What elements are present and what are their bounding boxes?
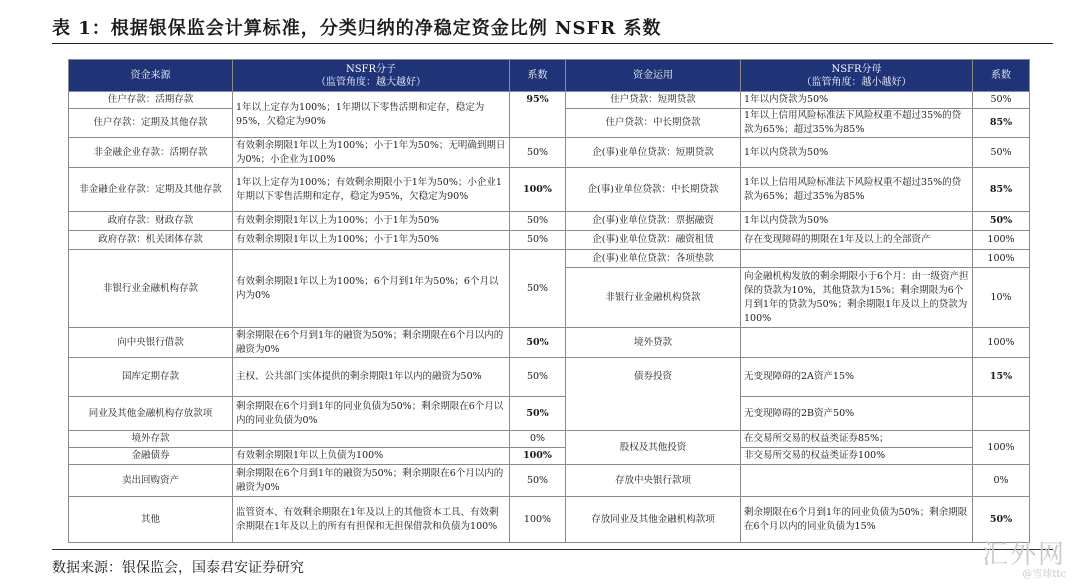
- title-divider: [52, 43, 1053, 44]
- table-row: [69, 231, 1030, 250]
- denominator-rule-cell: 在交易所交易的权益类证券85%；: [741, 431, 973, 448]
- funding-source-cell: 金融债券: [69, 448, 233, 465]
- table-row: [69, 431, 1030, 448]
- source-divider: [52, 549, 1053, 550]
- coef-right-cell: 0%: [973, 465, 1030, 497]
- header-funding-source: 资金来源: [69, 60, 233, 92]
- table-row: [69, 250, 1030, 268]
- denominator-rule-cell: 向金融机构发放的剩余期限小于6个月：由一级资产担保的贷款为10%，其他贷款为15%；剩余期限为6个月到1年的贷款为50%；剩余期限1年及以上的贷款为100%: [741, 268, 973, 328]
- header-funding-use: 资金运用: [566, 60, 741, 92]
- numerator-rule-cell: 有效剩余期限1年以上负债为100%: [233, 448, 510, 465]
- denominator-rule-cell: [741, 465, 973, 497]
- denominator-rule-cell: [741, 250, 973, 268]
- funding-use-cell: 境外贷款: [566, 328, 741, 358]
- coef-right-cell: 100%: [973, 250, 1030, 268]
- denominator-rule-cell: 剩余期限在6个月到1年的同业负债为50%；剩余期限在6个月以内的同业负债为15%: [741, 497, 973, 543]
- header-nsfr-denominator: [741, 60, 973, 92]
- coef-left-cell: 50%: [510, 358, 566, 397]
- coef-right-cell: 15%: [973, 358, 1030, 397]
- funding-use-cell: 企(事)业单位贷款：短期贷款: [566, 138, 741, 168]
- denominator-rule-cell: 1年以上信用风险标准法下风险权重不超过35%的贷款为65%；超过35%为85%: [741, 109, 973, 138]
- coef-left-cell: 50%: [510, 138, 566, 168]
- numerator-rule-cell: 有效剩余期限1年以上为100%；6个月到1年为50%；6个月以内为0%: [233, 250, 510, 328]
- coef-left-cell: 50%: [510, 250, 566, 328]
- funding-use-cell: 住户贷款：中长期贷款: [566, 109, 741, 138]
- header-denominator-note: （监管角度：越小越好）: [801, 76, 912, 88]
- coef-left-cell: 100%: [510, 168, 566, 212]
- denominator-rule-cell: 无变现障碍的2B资产50%: [741, 397, 973, 431]
- numerator-rule-cell: 主权、公共部门实体提供的剩余期限1年以内的融资为50%: [233, 358, 510, 397]
- coef-right-cell: 50%: [973, 138, 1030, 168]
- denominator-rule-cell: 1年以内贷款为50%: [741, 138, 973, 168]
- numerator-rule-cell: 监管资本、有效剩余期限在1年及以上的其他资本工具、有效剩余期限在1年及以上的所有有担保和无担保借款和负债为100%: [233, 497, 510, 543]
- funding-use-cell: 住户贷款：短期贷款: [566, 92, 741, 109]
- numerator-rule-cell: 剩余期限在6个月到1年的同业负债为50%；剩余期限在6个月以内的同业负债为0%: [233, 397, 510, 431]
- funding-source-cell: 非金融企业存款：定期及其他存款: [69, 168, 233, 212]
- watermark-text: 汇外网: [981, 540, 1066, 570]
- numerator-rule-cell: 剩余期限在6个月到1年的融资为50%；剩余期限在6个月以内的融资为0%: [233, 465, 510, 497]
- funding-use-cell: 存放同业及其他金融机构款项: [566, 497, 741, 543]
- funding-use-cell: 企(事)业单位贷款：中长期贷款: [566, 168, 741, 212]
- table-row: [69, 358, 1030, 397]
- funding-source-cell: 境外存款: [69, 431, 233, 448]
- coef-right-cell: 100%: [973, 431, 1030, 465]
- funding-use-cell: 股权及其他投资: [566, 431, 741, 465]
- document-title: 表 1：根据银保监会计算标准，分类归纳的净稳定资金比例 NSFR 系数: [52, 18, 662, 39]
- coef-left-cell: 50%: [510, 328, 566, 358]
- table-row: [69, 328, 1030, 358]
- denominator-rule-cell: [741, 328, 973, 358]
- funding-source-cell: 政府存款：财政存款: [69, 212, 233, 231]
- coef-right-cell: 100%: [973, 328, 1030, 358]
- denominator-rule-cell: 1年以内贷款为50%: [741, 92, 973, 109]
- denominator-rule-cell: 1年以上信用风险标准法下风险权重不超过35%的贷款为65%；超过35%为85%: [741, 168, 973, 212]
- funding-source-cell: 非金融企业存款：活期存款: [69, 138, 233, 168]
- funding-use-cell: 企(事)业单位贷款：融资租赁: [566, 231, 741, 250]
- header-coef-right: 系数: [973, 60, 1030, 92]
- funding-use-cell: 非银行业金融机构贷款: [566, 268, 741, 328]
- table-row: [69, 212, 1030, 231]
- coef-left-cell: 50%: [510, 231, 566, 250]
- coef-right-cell: 85%: [973, 168, 1030, 212]
- funding-use-cell: 企(事)业单位贷款：各项垫款: [566, 250, 741, 268]
- funding-source-cell: 住户存款：定期及其他存款: [69, 109, 233, 138]
- watermark-subtext: @雪球ttc: [1022, 569, 1066, 580]
- funding-use-cell: 债券投资: [566, 358, 741, 431]
- table-row: [69, 448, 1030, 465]
- coef-left-cell: 0%: [510, 431, 566, 448]
- table-header-row: [69, 60, 1030, 92]
- denominator-rule-cell: 存在变现障碍的期限在1年及以上的全部资产: [741, 231, 973, 250]
- coef-left-cell: 100%: [510, 497, 566, 543]
- coef-right-cell: 50%: [973, 497, 1030, 543]
- funding-source-cell: 同业及其他金融机构存放款项: [69, 397, 233, 431]
- numerator-rule-cell: 有效剩余期限1年以上为100%；小于1年为50%；无明确到期日为0%；小企业为100%: [233, 138, 510, 168]
- coef-right-cell: [973, 397, 1030, 431]
- data-source-note: 数据来源：银保监会，国泰君安证券研究: [52, 560, 304, 576]
- coef-left-cell: 50%: [510, 397, 566, 431]
- denominator-rule-cell: 1年以内贷款为50%: [741, 212, 973, 231]
- nsfr-coefficient-table: [68, 59, 1030, 543]
- numerator-rule-cell: 1年以上定存为100%；1年期以下零售活期和定存，稳定为95%，欠稳定为90%: [233, 92, 510, 138]
- header-numerator-note: （监管角度：越大越好）: [316, 76, 426, 88]
- numerator-rule-cell: [233, 431, 510, 448]
- coef-left-cell: 95%: [510, 92, 566, 138]
- denominator-rule-cell: 无变现障碍的2A资产15%: [741, 358, 973, 397]
- numerator-rule-cell: 剩余期限在6个月到1年的融资为50%；剩余期限在6个月以内的融资为0%: [233, 328, 510, 358]
- coef-right-cell: 50%: [973, 92, 1030, 109]
- funding-source-cell: 非银行业金融机构存款: [69, 250, 233, 328]
- table-row: [69, 92, 1030, 109]
- denominator-rule-cell: 非交易所交易的权益类证券100%: [741, 448, 973, 465]
- header-coef-left: 系数: [510, 60, 566, 92]
- funding-source-cell: 其他: [69, 497, 233, 543]
- coef-right-cell: 85%: [973, 109, 1030, 138]
- coef-right-cell: 100%: [973, 231, 1030, 250]
- table-row: [69, 138, 1030, 168]
- coef-left-cell: 100%: [510, 448, 566, 465]
- funding-use-cell: 存放中央银行款项: [566, 465, 741, 497]
- watermark: [982, 541, 1066, 581]
- funding-source-cell: 住户存款：活期存款: [69, 92, 233, 109]
- coef-left-cell: 50%: [510, 212, 566, 231]
- funding-use-cell: 企(事)业单位贷款：票据融资: [566, 212, 741, 231]
- table-row: [69, 497, 1030, 543]
- table-row: [69, 168, 1030, 212]
- table-row: [69, 465, 1030, 497]
- coef-left-cell: 50%: [510, 465, 566, 497]
- header-numerator-title: NSFR分子: [345, 63, 397, 75]
- nsfr-table-container: [68, 59, 1029, 543]
- numerator-rule-cell: 有效剩余期限1年以上为100%；小于1年为50%: [233, 212, 510, 231]
- table-row: [69, 397, 1030, 431]
- header-nsfr-numerator: [233, 60, 510, 92]
- funding-source-cell: 卖出回购资产: [69, 465, 233, 497]
- funding-source-cell: 政府存款：机关团体存款: [69, 231, 233, 250]
- coef-right-cell: 10%: [973, 268, 1030, 328]
- numerator-rule-cell: 有效剩余期限1年以上为100%；小于1年为50%: [233, 231, 510, 250]
- funding-source-cell: 国库定期存款: [69, 358, 233, 397]
- header-denominator-title: NSFR分母: [831, 63, 882, 75]
- funding-source-cell: 向中央银行借款: [69, 328, 233, 358]
- coef-right-cell: 50%: [973, 212, 1030, 231]
- numerator-rule-cell: 1年以上定存为100%；有效剩余期限小于1年为50%；小企业1年期以下零售活期和定存，稳定为95%，欠稳定为90%: [233, 168, 510, 212]
